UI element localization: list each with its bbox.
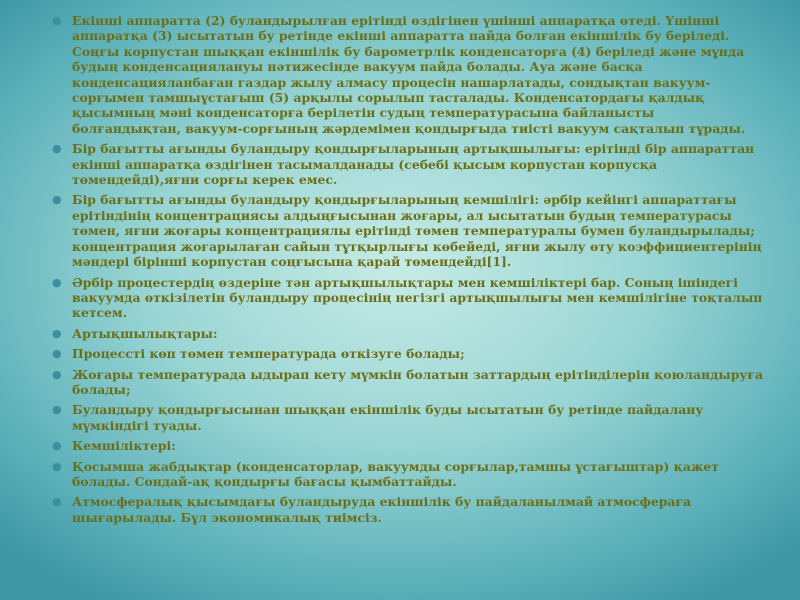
bullet-icon: ● [52, 367, 62, 381]
list-item [52, 192, 764, 269]
bullet-icon: ● [52, 347, 62, 361]
bullet-icon: ● [52, 326, 62, 340]
bullet-icon: ● [52, 275, 62, 289]
list-item [52, 367, 764, 398]
paragraph-text: Қосымша жабдықтар (конденсаторлар, вакуумды сорғылар,тамшы ұстағыштар) қажет болады. Сондай-ақ қондырғы бағасы қымбаттайды. [72, 458, 719, 489]
bullet-icon: ● [52, 459, 62, 473]
list-item [52, 402, 764, 433]
bullet-icon: ● [52, 142, 62, 156]
bullet-icon: ● [52, 495, 62, 509]
paragraph-text: Бір бағытты ағынды буландыру қондырғыларының кемшілігі: әрбір кейінгі аппараттағы ерітіндінің концентрациясы алдыңғысынан жоғары, ал ысытатын будың температурасы төмен, яғни жоғары концентрациялы ерітінді төмен температуралы бумен буландырылады; концентрация жоғарылаған сайын тұтқырлығы көбейеді, яғни жылу өту коэффициентерінің мәндері бірінші корпустан соңғысына қарай төмендейді[1]. [72, 192, 762, 270]
paragraph-text: Екінші аппаратта (2) буландырылған ерітінді өздігінен үшінші аппаратқа өтеді. Үшінші аппаратқа (3) ысытатын бу ретінде екінші аппаратта пайда болған екіншілік бу беріледі. Соңғы корпустан шыққан екіншілік бу барометрлік конденсаторға (4) беріледі және мұнда будың конденсациялануы нәтижесінде вакуум пайда болады. Ауа және басқа конденсацияланбаған газдар жылу алмасу процесін нашарлатады, сондықтан вакуум-сорғымен тамшыұстағыш (5) арқылы сорылып тасталады. Конденсатордағы қалдық қысымның мәні конденсаторға берілетін судың температурасына байланысты болғандықтан, вакуум-сорғының жәрдемімен қондырғыда тиісті вакуум сақталып тұрады. [72, 13, 746, 136]
paragraph-text: Буландыру қондырғысынан шыққан екіншілік буды ысытатын бу ретінде пайдалану мүмкіндігі туады. [72, 402, 704, 433]
list-item [52, 13, 764, 136]
advantages-heading: Артықшылықтары: [72, 325, 218, 341]
list-item [52, 141, 764, 187]
paragraph-text: Атмосфералық қысымдағы буландыруда екіншілік бу пайдаланылмай атмосфераға шығарылады. Бұл экономикалық тиімсіз. [72, 494, 692, 525]
list-item [52, 275, 764, 321]
list-item [52, 494, 764, 525]
paragraph-text: Жоғары температурада ыдырап кету мүмкін болатын заттардың ерітінділерін қоюландыруға болады; [72, 366, 763, 397]
bullet-list [52, 13, 764, 530]
list-item [52, 326, 764, 341]
paragraph-text: Әрбір процестердің өздеріне тән артықшылықтары мен кемшіліктері бар. Соның ішіндегі вакуумда өткізілетін буландыру процесінің негізгі артықшылығы мен кемшілігіне тоқталып кетсем. [72, 274, 763, 321]
bullet-icon: ● [52, 439, 62, 453]
bullet-icon: ● [52, 193, 62, 207]
bullet-icon: ● [52, 403, 62, 417]
paragraph-text: Бір бағытты ағынды буландыру қондырғыларының артықшылығы: ерітінді бір аппараттан екінші аппаратқа өздігінен тасымалданады (себебі қысым корпустан корпусқа төмендейді),яғни сорғы керек емес. [72, 141, 755, 188]
list-item [52, 346, 764, 361]
paragraph-text: Процессті көп төмен температурада өткізуге болады; [72, 346, 465, 362]
list-item [52, 459, 764, 490]
list-item [52, 438, 764, 453]
disadvantages-heading: Кемшіліктері: [72, 438, 176, 454]
bullet-icon: ● [52, 14, 62, 27]
